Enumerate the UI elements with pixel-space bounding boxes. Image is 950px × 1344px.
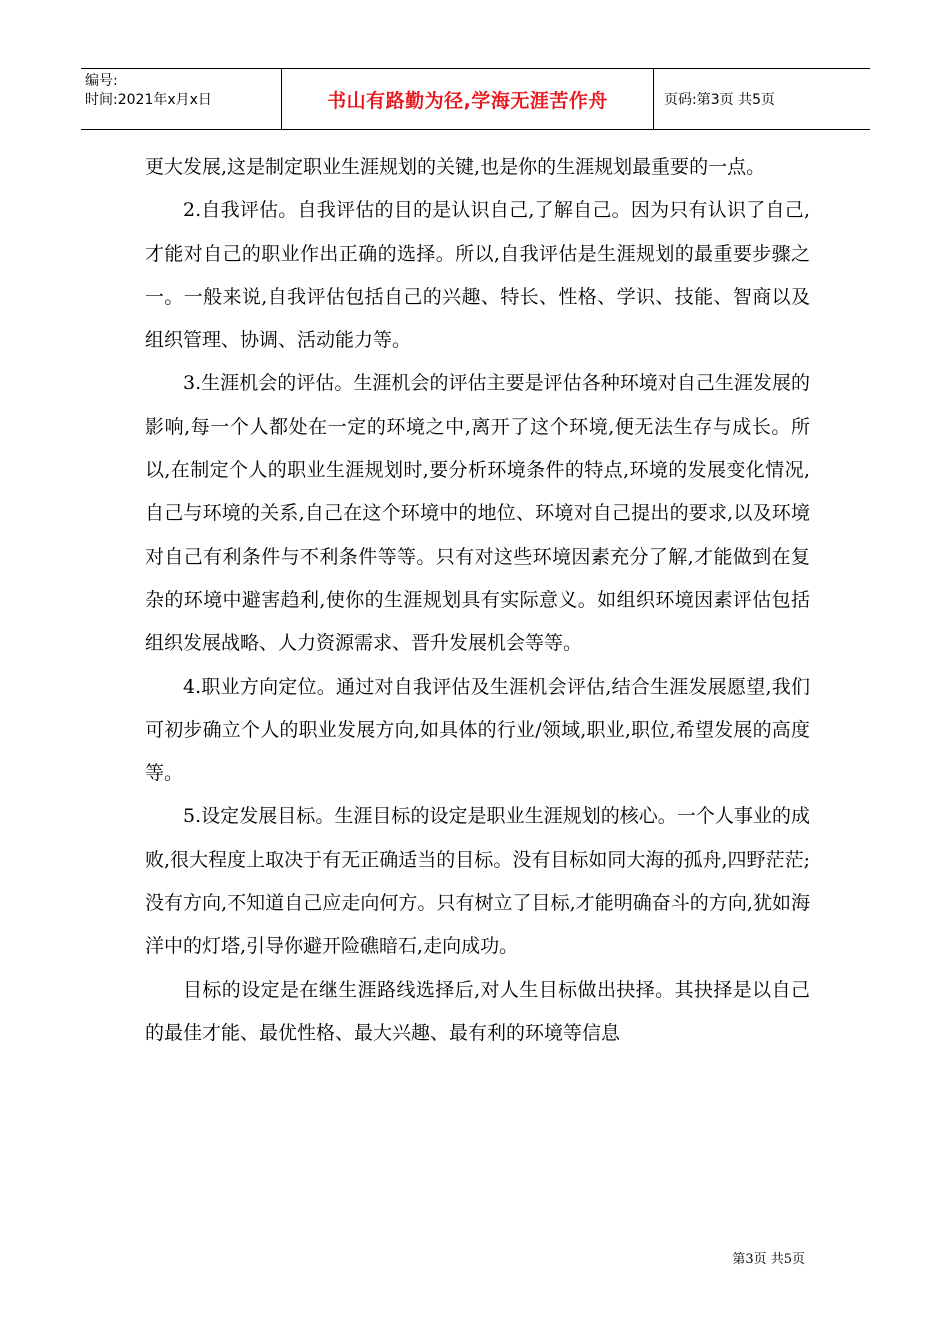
- document-number-label: 编号:: [85, 73, 118, 89]
- body-paragraph: 更大发展,这是制定职业生涯规划的关键,也是你的生涯规划最重要的一点。: [145, 156, 766, 178]
- document-body: [145, 146, 810, 1055]
- header-motto: 书山有路勤为径,学海无涯苦作舟: [282, 69, 654, 129]
- header-page-info: 页码:第3页 共5页: [664, 92, 775, 108]
- header-meta: [81, 69, 282, 129]
- body-paragraph: 5.设定发展目标。生涯目标的设定是职业生涯规划的核心。一个人事业的成败,很大程度上取决于有无正确适当的目标。没有目标如同大海的孤舟,四野茫茫;没有方向,不知道自己应走向何方。只有树立了目标,才能明确奋斗的方向,犹如海洋中的灯塔,引导你避开险礁暗石,走向成功。: [145, 805, 810, 958]
- document-time-label: 时间:2021年x月x日: [85, 92, 212, 108]
- body-paragraph: 3.生涯机会的评估。生涯机会的评估主要是评估各种环境对自己生涯发展的影响,每一个人都处在一定的环境之中,离开了这个环境,便无法生存与成长。所以,在制定个人的职业生涯规划时,要分析环境条件的特点,环境的发展变化情况,自己与环境的关系,自己在这个环境中的地位、环境对自己提出的要求,以及环境对自己有利条件与不利条件等等。只有对这些环境因素充分了解,才能做到在复杂的环境中避害趋利,使你的生涯规划具有实际意义。如组织环境因素评估包括组织发展战略、人力资源需求、晋升发展机会等等。: [145, 372, 810, 655]
- page-footer: 第3页 共5页: [732, 1252, 805, 1267]
- page-header: [81, 68, 870, 130]
- body-paragraph: 4.职业方向定位。通过对自我评估及生涯机会评估,结合生涯发展愿望,我们可初步确立个人的职业发展方向,如具体的行业/领域,职业,职位,希望发展的高度等。: [145, 675, 810, 785]
- body-paragraph: 2.自我评估。自我评估的目的是认识自己,了解自己。因为只有认识了自己,才能对自己的职业作出正确的选择。所以,自我评估是生涯规划的最重要步骤之一。一般来说,自我评估包括自己的兴趣、特长、性格、学识、技能、智商以及组织管理、协调、活动能力等。: [145, 199, 810, 352]
- body-paragraph: 目标的设定是在继生涯路线选择后,对人生目标做出抉择。其抉择是以自己的最佳才能、最优性格、最大兴趣、最有利的环境等信息: [145, 978, 810, 1044]
